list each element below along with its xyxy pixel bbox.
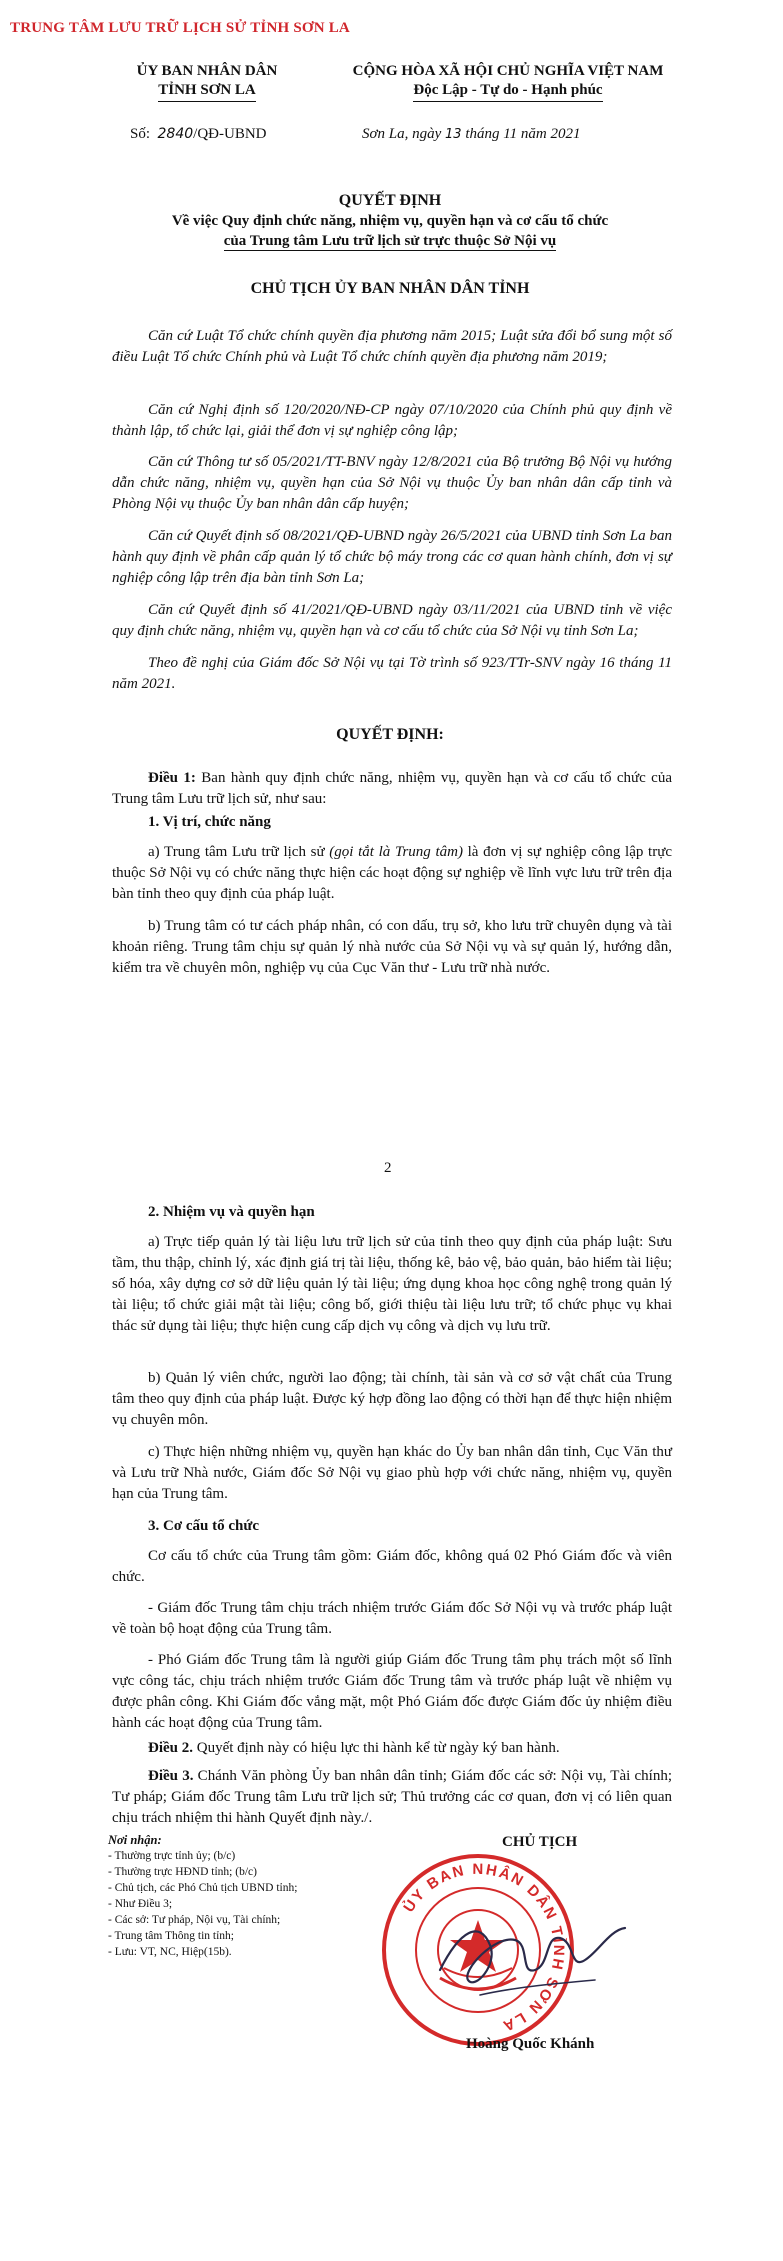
legal-basis-2: Căn cứ Nghị định số 120/2020/NĐ-CP ngày 07/10/2020 của Chính phủ quy định về thành lập, tổ chức lại, giải thể đơn vị sự nghiệp công lập; — [112, 402, 672, 439]
authority-line-2: TỈNH SƠN LA — [158, 81, 256, 102]
legal-basis-1: Căn cứ Luật Tổ chức chính quyền địa phương năm 2015; Luật sửa đổi bổ sung một số điều Luật Tổ chức Chính phủ và Luật Tổ chức chính quyền địa phương năm 2019; — [112, 328, 672, 365]
article-3-text: Chánh Văn phòng Ủy ban nhân dân tỉnh; Giám đốc các sở: Nội vụ, Tài chính; Tư pháp; Giám đốc Trung tâm Lưu trữ lịch sử; Thủ trưởng các cơ quan, đơn vị có liên quan chịu trách nhiệm thi hành Quyết định này./. — [112, 1768, 672, 1826]
recipient-item: - Thường trực HĐND tỉnh; (b/c) — [108, 1866, 257, 1878]
legal-basis-3: Căn cứ Thông tư số 05/2021/TT-BNV ngày 12/8/2021 của Bộ trưởng Bộ Nội vụ hướng dẫn chức năng, nhiệm vụ, quyền hạn của Sở Nội vụ thuộc Ủy ban nhân dân cấp tỉnh và Phòng Nội vụ thuộc Ủy ban nhân dân cấp huyện; — [112, 454, 672, 512]
section-2-item-c: c) Thực hiện những nhiệm vụ, quyền hạn khác do Ủy ban nhân dân tỉnh, Cục Văn thư và Lưu trữ Nhà nước, Giám đốc Sở Nội vụ giao phù hợp với chức năng, nhiệm vụ, quyền hạn của Trung tâm. — [112, 1444, 672, 1502]
section-2-item-b: b) Quản lý viên chức, người lao động; tài chính, tài sản và cơ sở vật chất của Trung tâm theo quy định của pháp luật. Được ký hợp đồng lao động có thời hạn để thực hiện nhiệm vụ chuyên môn. — [112, 1370, 672, 1428]
recipient-item: - Như Điều 3; — [108, 1898, 173, 1910]
seal-text: ỦY BAN NHÂN DÂN TỈNH SƠN LA — [400, 1860, 568, 2035]
legal-basis-6: Theo đề nghị của Giám đốc Sở Nội vụ tại Tờ trình số 923/TTr-SNV ngày 16 tháng 11 năm 2021. — [112, 655, 672, 692]
day-handwritten: 13 — [445, 127, 462, 142]
document-subject — [110, 211, 670, 251]
section-1-item-b: b) Trung tâm có tư cách pháp nhân, có con dấu, trụ sở, kho lưu trữ chuyên dụng và tài khoản riêng. Trung tâm chịu sự quản lý nhà nước của Sở Nội vụ và sự quản lý, hướng dẫn, kiểm tra về chuyên môn, nghiệp vụ của Cục Văn thư - Lưu trữ nhà nước. — [112, 918, 672, 976]
section-1-a-italic: (gọi tắt là Trung tâm) — [329, 844, 463, 860]
national-title — [318, 62, 698, 102]
place-date-suffix: tháng 11 năm 2021 — [465, 126, 581, 142]
signer-name: Hoàng Quốc Khánh — [466, 2036, 595, 2052]
nation-motto: Độc Lập - Tự do - Hạnh phúc — [413, 81, 602, 102]
section-3-para-3: - Phó Giám đốc Trung tâm là người giúp Giám đốc Trung tâm phụ trách một số lĩnh vực công tác, chịu trách nhiệm trước Giám đốc Trung tâm và trước pháp luật về nhiệm vụ được phân công. Khi Giám đốc vắng mặt, một Phó Giám đốc được Giám đốc ủy nhiệm điều hành các hoạt động của Trung tâm. — [112, 1652, 672, 1731]
doc-number-suffix: /QĐ-UBND — [193, 126, 267, 142]
recipient-item: - Các sở: Tư pháp, Nội vụ, Tài chính; — [108, 1914, 281, 1926]
article-2-text: Quyết định này có hiệu lực thi hành kể từ ngày ký ban hành. — [193, 1740, 560, 1756]
section-3-heading: 3. Cơ cấu tổ chức — [148, 1518, 260, 1534]
legal-basis-5: Căn cứ Quyết định số 41/2021/QĐ-UBND ngày 03/11/2021 của UBND tỉnh về việc quy định chức năng, nhiệm vụ, quyền hạn và cơ cấu tổ chức của Sở Nội vụ tỉnh Sơn La; — [112, 602, 672, 639]
section-1-a-post: là đơn vị sự nghiệp công lập trực thuộc Sở Nội vụ có chức năng thực hiện các hoạt động sự nghiệp về lĩnh vực lưu trữ trên địa bàn tỉnh theo quy định của pháp luật. — [112, 844, 672, 902]
issuing-authority — [112, 62, 302, 102]
recipients-list — [108, 1832, 418, 1960]
document-title: QUYẾT ĐỊNH — [338, 192, 442, 209]
recipient-item: - Trung tâm Thông tin tỉnh; — [108, 1930, 234, 1942]
doc-number-handwritten: 2840 — [157, 126, 194, 142]
document-number — [130, 126, 267, 143]
section-1-heading: 1. Vị trí, chức năng — [148, 814, 271, 830]
section-2-heading: 2. Nhiệm vụ và quyền hạn — [148, 1204, 315, 1220]
article-3 — [112, 1766, 672, 1829]
subject-line-2: của Trung tâm Lưu trữ lịch sử trực thuộc Sở Nội vụ — [223, 233, 557, 249]
article-1-lead: Điều 1: — [148, 770, 196, 786]
handwritten-signature — [420, 1900, 640, 2020]
subject-line-1: Về việc Quy định chức năng, nhiệm vụ, quyền hạn và cơ cấu tổ chức — [171, 213, 609, 229]
place-date-prefix: Sơn La, ngày — [362, 126, 442, 142]
article-2 — [112, 1738, 672, 1759]
issuer-heading: CHỦ TỊCH ỦY BAN NHÂN DÂN TỈNH — [250, 280, 530, 297]
archive-label: TRUNG TÂM LƯU TRỮ LỊCH SỬ TỈNH SƠN LA — [10, 20, 350, 36]
page-number: 2 — [384, 1160, 392, 1176]
article-1-text: Ban hành quy định chức năng, nhiệm vụ, quyền hạn và cơ cấu tổ chức của Trung tâm Lưu trữ lịch sử, như sau: — [112, 770, 673, 807]
section-1-a-pre: a) Trung tâm Lưu trữ lịch sử — [148, 844, 330, 860]
section-2-item-a: a) Trực tiếp quản lý tài liệu lưu trữ lịch sử của tỉnh theo quy định của pháp luật: Sưu tầm, thu thập, chỉnh lý, xác định giá trị tài liệu, thống kê, bảo vệ, bảo quản, bảo hiểm tài liệu; số hóa, xây dựng cơ sở dữ liệu quản lý tài liệu; ứng dụng khoa học công nghệ trong quản lý tài liệu; tổ chức giải mật tài liệu; công bố, giới thiệu tài liệu lưu trữ; tổ chức phục vụ khai thác sử dụng tài liệu; thực hiện cung cấp dịch vụ công và dịch vụ lưu trữ. — [112, 1234, 672, 1334]
section-3-para-1: Cơ cấu tổ chức của Trung tâm gồm: Giám đốc, không quá 02 Phó Giám đốc và viên chức. — [112, 1548, 672, 1585]
doc-number-prefix: Số: — [130, 126, 151, 142]
section-1-item-a — [112, 842, 672, 905]
recipient-item: - Chủ tịch, các Phó Chủ tịch UBND tỉnh; — [108, 1882, 298, 1894]
signer-title: CHỦ TỊCH — [502, 1834, 578, 1850]
place-date — [362, 126, 580, 143]
article-3-lead: Điều 3. — [148, 1768, 194, 1784]
nation-name: CỘNG HÒA XÃ HỘI CHỦ NGHĨA VIỆT NAM — [352, 63, 664, 79]
decision-heading: QUYẾT ĐỊNH: — [336, 726, 444, 743]
recipients-title: Nơi nhận: — [108, 1833, 162, 1847]
legal-basis-4: Căn cứ Quyết định số 08/2021/QĐ-UBND ngày 26/5/2021 của UBND tỉnh Sơn La ban hành quy định về phân cấp quản lý tổ chức bộ máy trong các cơ quan hành chính, đơn vị sự nghiệp công lập trên địa bàn tỉnh Sơn La; — [112, 528, 672, 586]
section-3-para-2: - Giám đốc Trung tâm chịu trách nhiệm trước Giám đốc Sở Nội vụ và trước pháp luật về toàn bộ hoạt động của Trung tâm. — [112, 1600, 672, 1637]
article-2-lead: Điều 2. — [148, 1740, 193, 1756]
authority-line-1: ỦY BAN NHÂN DÂN — [136, 63, 278, 79]
recipient-item: - Lưu: VT, NC, Hiệp(15b). — [108, 1946, 232, 1958]
recipient-item: - Thường trực tỉnh ủy; (b/c) — [108, 1850, 236, 1862]
article-1 — [112, 768, 672, 810]
